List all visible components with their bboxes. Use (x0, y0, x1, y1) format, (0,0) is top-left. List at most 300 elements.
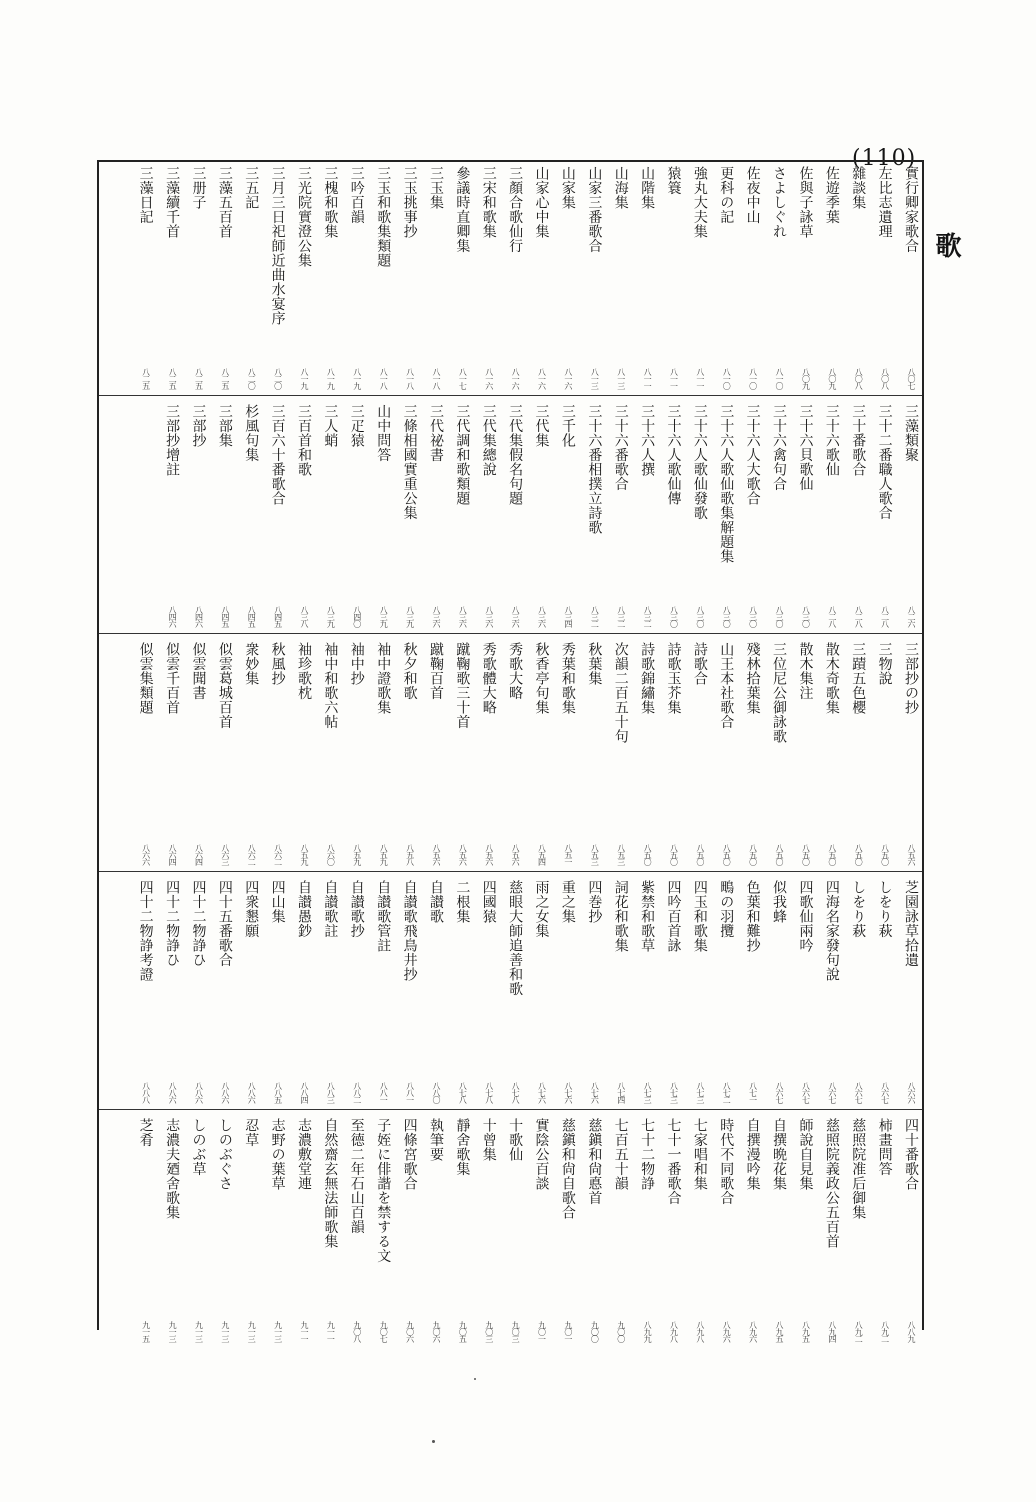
scan-dot (432, 1440, 435, 1443)
index-entry (816, 638, 842, 871)
entry-title: 似我蜂 (771, 880, 788, 924)
index-entry (553, 638, 579, 871)
entry-title: 十歌仙 (507, 1118, 524, 1162)
entry-title: 似雲千百首 (164, 642, 181, 715)
index-entry (473, 400, 499, 633)
entry-title: 更科の記 (718, 166, 735, 224)
entry-title: 柿畫問答 (876, 1118, 893, 1176)
entry-page-number: 八一九 (352, 368, 362, 389)
entry-title: 三玉集 (427, 166, 444, 210)
section-label: 歌 (931, 232, 961, 258)
entry-title: 七家唱和集 (691, 1118, 708, 1191)
entry-page-number: 九〇三 (511, 1321, 521, 1342)
index-entry (394, 638, 420, 871)
entry-page-number: 九〇六 (431, 1321, 441, 1342)
index-entry (183, 1114, 209, 1348)
index-entry (869, 1114, 895, 1348)
index-entry (315, 162, 341, 395)
entry-page-number: 八七六 (590, 1082, 600, 1103)
index-entry (896, 162, 922, 395)
entry-title: 自撰晩花集 (771, 1118, 788, 1191)
entry-page-number: 八五〇 (722, 844, 732, 865)
entry-title: 三百首和歌 (296, 404, 313, 477)
entry-title: 實陰公百談 (533, 1118, 550, 1191)
entry-page-number: 八二八 (854, 606, 864, 627)
entry-page-number: 九一三 (247, 1321, 257, 1342)
index-entry (764, 638, 790, 871)
index-entry (764, 400, 790, 633)
index-entry (632, 1114, 658, 1348)
entry-title: 慈照院義政公五百首 (823, 1118, 840, 1249)
index-entry (368, 638, 394, 871)
entry-page-number: 八一九 (326, 368, 336, 389)
index-entry (262, 1114, 288, 1348)
index-entry (553, 400, 579, 633)
entry-page-number: 八三〇 (669, 606, 679, 627)
entry-title: 三代集假名句題 (507, 404, 524, 506)
index-entry (130, 876, 156, 1109)
entry-page-number: 八三〇 (748, 606, 758, 627)
entry-title: 忍草 (243, 1118, 260, 1147)
entry-page-number: 八九九 (643, 1321, 653, 1342)
index-band (99, 162, 922, 396)
entry-page-number: 八〇七 (907, 368, 916, 389)
entry-title: 自撰漫吟集 (744, 1118, 761, 1191)
entry-title: 三五記 (243, 166, 260, 210)
entry-page-number: 八七八 (458, 1082, 468, 1103)
index-entry (605, 876, 631, 1109)
entry-page-number: 九〇八 (352, 1321, 362, 1342)
entry-page-number: 八〇八 (854, 368, 864, 389)
index-entry (421, 162, 447, 395)
entry-page-number: 八三〇 (775, 606, 785, 627)
index-entry (236, 162, 262, 395)
index-entry (764, 876, 790, 1109)
entry-title: 三光院實澄公集 (296, 166, 313, 268)
index-entry (790, 876, 816, 1109)
index-entry (843, 638, 869, 871)
entry-title: 四玉和歌集 (691, 880, 708, 953)
index-entry (473, 638, 499, 871)
entry-title: 秀歌體大略 (480, 642, 497, 715)
index-entry (157, 876, 183, 1109)
entry-title: 四山集 (269, 880, 286, 924)
index-entry (526, 638, 552, 871)
index-entry (605, 400, 631, 633)
index-entry (209, 400, 235, 633)
index-entry (711, 1114, 737, 1348)
index-entry (869, 876, 895, 1109)
entry-title: 三代集總說 (480, 404, 497, 477)
index-entry (684, 638, 710, 871)
entry-title: 詩歌合 (691, 642, 708, 686)
entry-title: 似雲葛城百首 (216, 642, 233, 729)
entry-title: 三十六番相撲立詩歌 (586, 404, 603, 535)
entry-title: 詞花和歌集 (612, 880, 629, 953)
index-entry (684, 400, 710, 633)
entry-title: 佐夜中山 (744, 166, 761, 224)
index-entry (209, 1114, 235, 1348)
entry-page-number: 八一〇 (722, 368, 732, 389)
index-entry (526, 162, 552, 395)
entry-page-number: 八一〇 (748, 368, 758, 389)
entry-title: 三部抄增註 (164, 404, 181, 477)
entry-title: 袖中抄 (348, 642, 365, 686)
entry-page-number: 八六二 (273, 844, 283, 865)
entry-page-number: 八九五 (775, 1321, 785, 1342)
index-entry (368, 1114, 394, 1348)
index-entry (157, 400, 183, 633)
entry-page-number: 八六四 (194, 844, 204, 865)
entry-page-number: 八五〇 (643, 844, 653, 865)
entry-title: 佐遊季葉 (823, 166, 840, 224)
entry-title: 袖中證歌集 (375, 642, 392, 715)
entry-page-number: 八六六 (907, 1082, 916, 1103)
index-entry (473, 162, 499, 395)
index-entry (764, 162, 790, 395)
entry-title: 至德二年石山百韻 (348, 1118, 365, 1234)
index-entry (500, 400, 526, 633)
entry-page-number: 八〇九 (827, 368, 837, 389)
index-band (99, 1114, 922, 1348)
index-entry (737, 876, 763, 1109)
entry-page-number: 八三九 (405, 606, 415, 627)
entry-title: 秋香亭句集 (533, 642, 550, 715)
index-table (97, 160, 924, 1342)
entry-page-number: 八八六 (194, 1082, 204, 1103)
entry-page-number: 八五九 (379, 844, 389, 865)
entry-title: 三位尼公御詠歌 (771, 642, 788, 744)
entry-page-number: 八一一 (669, 368, 679, 389)
entry-title: 三十六貝歌仙 (797, 404, 814, 491)
entry-title: 三十六禽句合 (771, 404, 788, 491)
index-entry (341, 400, 367, 633)
index-entry (737, 638, 763, 871)
entry-title: 三十番歌合 (850, 404, 867, 477)
entry-title: 二根集 (454, 880, 471, 924)
index-entry (183, 638, 209, 871)
entry-page-number: 八五九 (300, 844, 310, 865)
entry-title: 詩歌玉芥集 (665, 642, 682, 715)
entry-page-number: 八五三 (616, 844, 626, 865)
index-entry (553, 1114, 579, 1348)
index-entry (684, 162, 710, 395)
index-entry (711, 400, 737, 633)
entry-page-number: 八九六 (748, 1321, 758, 1342)
entry-title: 殘林拾葉集 (744, 642, 761, 715)
index-entry (869, 162, 895, 395)
entry-title: 慈眼大師追善和歌 (507, 880, 524, 996)
index-entry (447, 1114, 473, 1348)
entry-title: 時代不同歌合 (718, 1118, 735, 1205)
entry-page-number: 八三〇 (695, 606, 705, 627)
index-entry (500, 1114, 526, 1348)
entry-title: 自讃歌抄 (348, 880, 365, 938)
index-entry (236, 876, 262, 1109)
index-entry (843, 162, 869, 395)
index-entry (632, 162, 658, 395)
entry-title: 三吟百韻 (348, 166, 365, 224)
entry-page-number: 八一三 (616, 368, 626, 389)
entry-title: 強丸大夫集 (691, 166, 708, 239)
entry-title: 三十二番職人歌合 (876, 404, 893, 520)
entry-page-number: 八五三 (590, 844, 600, 865)
entry-title: 四衆懇願 (243, 880, 260, 938)
entry-page-number: 八八三 (326, 1082, 336, 1103)
entry-page-number: 八五四 (537, 844, 547, 865)
entry-title: 秋風抄 (269, 642, 286, 686)
index-entry (579, 638, 605, 871)
index-entry (236, 1114, 262, 1348)
entry-page-number: 八七二 (722, 1082, 732, 1103)
entry-title: 三疋猿 (348, 404, 365, 448)
entry-title: 七十二物諍 (639, 1118, 656, 1191)
entry-page-number: 八三四 (563, 606, 573, 627)
index-entry (262, 638, 288, 871)
entry-page-number: 八六七 (854, 1082, 864, 1103)
entry-page-number: 九〇五 (458, 1321, 468, 1342)
entry-title: 志野の葉草 (269, 1118, 286, 1191)
index-band (99, 876, 922, 1110)
index-entry (183, 400, 209, 633)
index-entry (447, 162, 473, 395)
entry-page-number: 八一八 (379, 368, 389, 389)
index-entry (526, 1114, 552, 1348)
entry-page-number: 八二八 (827, 606, 837, 627)
index-entry (632, 876, 658, 1109)
index-entry (553, 162, 579, 395)
entry-page-number: 八三二 (616, 606, 626, 627)
entry-title: 袖中和歌六帖 (322, 642, 339, 729)
entry-title: 十曾集 (480, 1118, 497, 1162)
entry-title: 山家三番歌合 (586, 166, 603, 253)
entry-title: 三部抄 (190, 404, 207, 448)
entry-title: 自讃歌飛鳥井抄 (401, 880, 418, 982)
entry-page-number: 八五六 (431, 844, 441, 865)
entry-page-number: 八五〇 (827, 844, 837, 865)
entry-page-number: 八一六 (537, 368, 547, 389)
entry-page-number: 八三九 (379, 606, 389, 627)
entry-page-number: 八八〇 (431, 1082, 441, 1103)
entry-page-number: 八四六 (168, 606, 178, 627)
entry-title: 雜談集 (850, 166, 867, 210)
entry-title: 參議時直卿集 (454, 166, 471, 253)
index-entry (843, 1114, 869, 1348)
index-band (99, 638, 922, 872)
entry-title: 自讃歌註 (322, 880, 339, 938)
index-entry (447, 400, 473, 633)
entry-title: 三蹟五色櫻 (850, 642, 867, 715)
entry-page-number: 八八五 (273, 1082, 283, 1103)
entry-title: 蹴鞠歌三十首 (454, 642, 471, 729)
entry-title: 色葉和難抄 (744, 880, 761, 953)
index-entry (157, 1114, 183, 1348)
index-entry (658, 638, 684, 871)
entry-page-number: 八五〇 (669, 844, 679, 865)
entry-title: 執筆要 (427, 1118, 444, 1162)
entry-title: 三月三日祀師近曲水宴序 (269, 166, 286, 326)
entry-title: 次韻二百五十句 (612, 642, 629, 744)
index-entry (684, 876, 710, 1109)
entry-page-number: 八一七 (458, 368, 468, 389)
entry-page-number: 八五〇 (880, 844, 890, 865)
entry-page-number: 八五六 (907, 844, 916, 865)
entry-page-number: 八一〇 (775, 368, 785, 389)
entry-title: 三玉挑事抄 (401, 166, 418, 239)
index-entry (605, 162, 631, 395)
entry-title: 山家心中集 (533, 166, 550, 239)
entry-page-number: 九〇七 (379, 1321, 389, 1342)
entry-page-number: 九一三 (220, 1321, 230, 1342)
index-entry (526, 400, 552, 633)
entry-page-number: 八六七 (827, 1082, 837, 1103)
index-entry (896, 876, 922, 1109)
entry-page-number: 八一一 (695, 368, 705, 389)
entry-title: 山中問答 (375, 404, 392, 462)
entry-title: 三册子 (190, 166, 207, 210)
entry-title: しをり萩 (876, 880, 893, 938)
index-entry (843, 400, 869, 633)
entry-page-number: 八一九 (300, 368, 310, 389)
entry-title: 實行卿家歌合 (903, 166, 919, 253)
entry-title: 四十番歌合 (903, 1118, 919, 1191)
entry-page-number: 八〇九 (801, 368, 811, 389)
entry-page-number: 八一八 (405, 368, 415, 389)
entry-title: 三十六人撰 (639, 404, 656, 477)
entry-page-number: 八六二 (247, 844, 257, 865)
entry-page-number: 八六七 (801, 1082, 811, 1103)
entry-page-number: 八〇八 (880, 368, 890, 389)
entry-page-number: 八一六 (511, 368, 521, 389)
index-entry (183, 162, 209, 395)
entry-title: 衆妙集 (243, 642, 260, 686)
index-entry (473, 876, 499, 1109)
index-entry (500, 638, 526, 871)
index-entry (816, 162, 842, 395)
entry-page-number: 八四〇 (352, 606, 362, 627)
index-entry (157, 162, 183, 395)
index-entry (579, 400, 605, 633)
index-entry (500, 876, 526, 1109)
index-entry (737, 1114, 763, 1348)
entry-title: 三部抄の抄 (903, 642, 919, 715)
index-entry (579, 1114, 605, 1348)
index-entry (394, 1114, 420, 1348)
entry-page-number: 八四五 (220, 606, 230, 627)
entry-page-number: 八六六 (141, 844, 151, 865)
entry-page-number: 八五〇 (854, 844, 864, 865)
index-band (99, 400, 922, 634)
entry-page-number: 八八九 (907, 1321, 916, 1342)
entry-title: 詩歌錦繡集 (639, 642, 656, 715)
entry-page-number: 九〇一 (563, 1321, 573, 1342)
entry-page-number: 九一一 (300, 1321, 310, 1342)
index-entry (315, 1114, 341, 1348)
entry-title: 鴫の羽攬 (718, 880, 735, 938)
entry-page-number: 八六〇 (326, 844, 336, 865)
entry-page-number: 八一一 (643, 368, 653, 389)
entry-title: 三十六人歌仙發歌 (691, 404, 708, 520)
entry-title: 三條相國實重公集 (401, 404, 418, 520)
entry-page-number: 八三二 (590, 606, 600, 627)
index-entry (605, 638, 631, 871)
index-entry (262, 400, 288, 633)
index-entry (658, 876, 684, 1109)
entry-title: 三藻日記 (137, 166, 154, 224)
index-entry (447, 638, 473, 871)
entry-title: 志濃夫廼舍歌集 (164, 1118, 181, 1220)
entry-title: 慈鎭和尙悳首 (586, 1118, 603, 1205)
index-entry (764, 1114, 790, 1348)
entry-title: 四條宮歌合 (401, 1118, 418, 1191)
index-entry (658, 162, 684, 395)
entry-page-number: 八二五 (168, 368, 178, 389)
entry-title: 秀歌大略 (507, 642, 524, 700)
entry-title: 子姪に俳諧を禁する文 (375, 1118, 392, 1263)
index-entry (315, 400, 341, 633)
entry-page-number: 八五八 (405, 844, 415, 865)
entry-title: 三十六歌仙 (823, 404, 840, 477)
entry-title: 靜舍歌集 (454, 1118, 471, 1176)
entry-page-number: 九一三 (168, 1321, 178, 1342)
entry-page-number: 八五九 (352, 844, 362, 865)
entry-page-number: 八七八 (511, 1082, 521, 1103)
entry-page-number: 八二五 (220, 368, 230, 389)
entry-page-number: 八三六 (511, 606, 521, 627)
index-entry (262, 876, 288, 1109)
index-entry (289, 876, 315, 1109)
index-entry (605, 1114, 631, 1348)
entry-page-number: 八六三 (220, 844, 230, 865)
index-entry (289, 162, 315, 395)
index-entry (209, 638, 235, 871)
entry-title: 三百六十番歌合 (269, 404, 286, 506)
entry-title: 三藻五百首 (216, 166, 233, 239)
entry-page-number: 八九八 (695, 1321, 705, 1342)
entry-page-number: 八九八 (669, 1321, 679, 1342)
entry-title: 蹴鞠百首 (427, 642, 444, 700)
entry-page-number: 八八一 (405, 1082, 415, 1103)
entry-page-number: 八八六 (168, 1082, 178, 1103)
index-entry (737, 162, 763, 395)
entry-page-number: 八五六 (484, 844, 494, 865)
entry-page-number: 八一三 (590, 368, 600, 389)
index-entry (790, 1114, 816, 1348)
entry-page-number: 八六七 (775, 1082, 785, 1103)
index-entry (711, 162, 737, 395)
entry-title: 四國猿 (480, 880, 497, 924)
entry-title: 三顏合歌仙行 (507, 166, 524, 253)
entry-title: 三槐和歌集 (322, 166, 339, 239)
index-entry (658, 1114, 684, 1348)
index-entry (447, 876, 473, 1109)
entry-title: 三十六人歌仙傳 (665, 404, 682, 506)
index-entry (421, 876, 447, 1109)
entry-title: 自讃愚鈔 (296, 880, 313, 938)
entry-page-number: 八三〇 (801, 606, 811, 627)
index-entry (711, 876, 737, 1109)
index-entry (473, 1114, 499, 1348)
entry-page-number: 八九五 (801, 1321, 811, 1342)
entry-page-number: 八八四 (300, 1082, 310, 1103)
entry-title: 杉風句集 (243, 404, 260, 462)
entry-title: 慈照院准后御集 (850, 1118, 867, 1220)
entry-page-number: 八三二 (643, 606, 653, 627)
entry-title: 自讃歌管註 (375, 880, 392, 953)
entry-page-number: 八七四 (616, 1082, 626, 1103)
entry-page-number: 八四五 (247, 606, 257, 627)
entry-page-number: 九〇一 (537, 1321, 547, 1342)
